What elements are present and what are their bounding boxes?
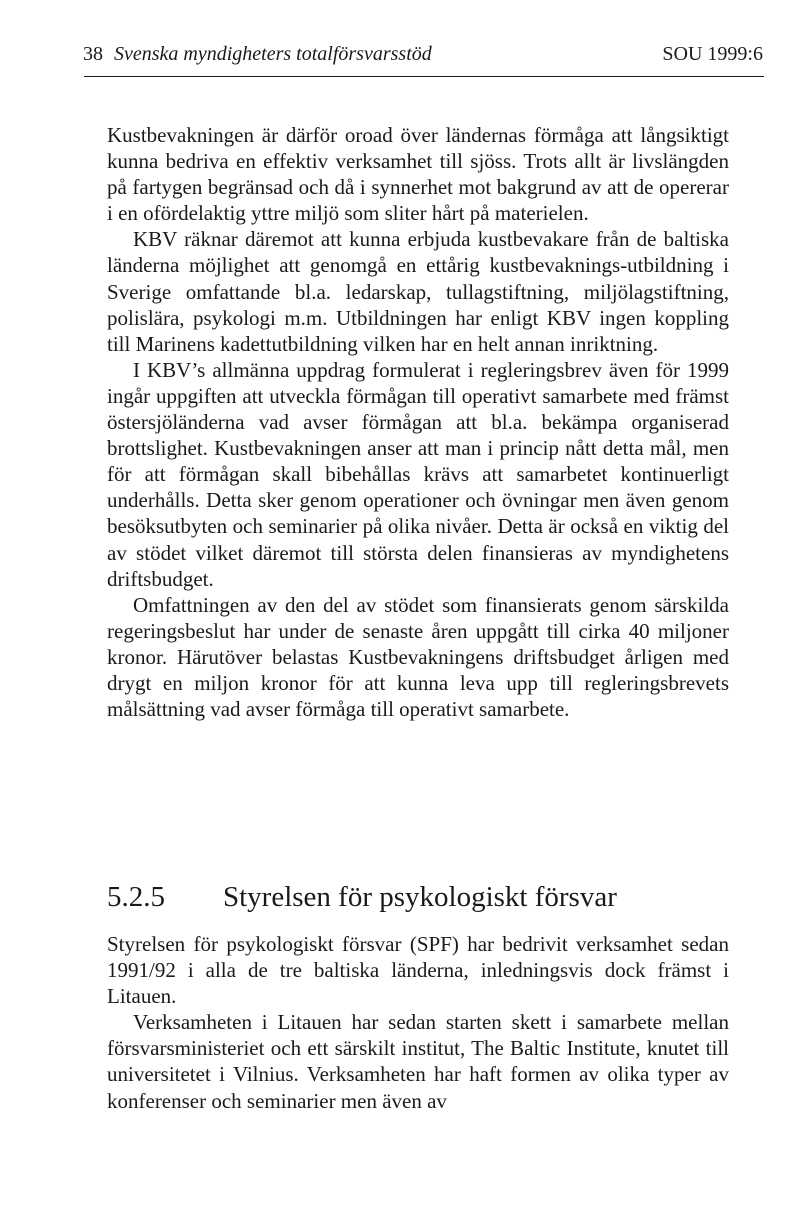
running-title: Svenska myndigheters totalförsvarsstöd bbox=[114, 43, 432, 65]
paragraph: I KBV’s allmänna uppdrag formulerat i regleringsbrev även för 1999 ingår uppgiften att utveckla förmågan till operativt samarbete med främst östersjöländerna vad avser förmågan att bl.a. bekämpa organiserad brottslighet. Kustbevakningen anser att man i princip nått detta mål, men för att förmågan skall bibehållas krävs att samarbetet kontinuerligt underhålls. Detta sker genom operationer och övningar men även genom besöksutbyten och seminarier på olika nivåer. Detta är också en viktig del av stödet vilket däremot till största delen finansieras av myndighetens driftsbudget. bbox=[107, 357, 729, 591]
paragraph: Omfattningen av den del av stödet som finansierats genom särskilda regeringsbeslut har under de senaste åren uppgått till cirka 40 miljoner kronor. Härutöver belastas Kustbevakningens driftsbudget årligen med drygt en miljon kronor för att kunna leva upp till regleringsbrevets målsättning vad avser förmåga till operativt samarbete. bbox=[107, 592, 729, 722]
paragraph: KBV räknar däremot att kunna erbjuda kustbevakare från de baltiska länderna möjlighet att genomgå en ettårig kustbevaknings-utbildning i Sverige omfattande bl.a. ledarskap, tullagstiftning, miljölagstiftning, polislära, psykologi m.m. Utbildningen har enligt KBV ingen koppling till Marinens kadettutbildning vilken har en helt annan inriktning. bbox=[107, 227, 729, 356]
section-body bbox=[107, 931, 729, 1114]
section-heading bbox=[107, 880, 729, 914]
section-number: 5.2.5 bbox=[107, 881, 165, 913]
paragraph: Verksamheten i Litauen har sedan starten skett i samarbete mellan försvarsministeriet och ett särskilt institut, The Baltic Institute, knutet till universitetet i Vilnius. Verksamheten har haft formen av olika typer av konferenser och seminarier men även av bbox=[107, 1010, 729, 1113]
body-text bbox=[107, 122, 729, 722]
header-left bbox=[83, 42, 432, 66]
section-title: Styrelsen för psykologiskt försvar bbox=[223, 881, 617, 913]
paragraph: Styrelsen för psykologiskt försvar (SPF) har bedrivit verksamhet sedan 1991/92 i alla de tre baltiska länderna, inledningsvis dock främst i Litauen. bbox=[107, 932, 729, 1009]
document-id: SOU 1999:6 bbox=[662, 43, 763, 65]
header-rule bbox=[84, 76, 764, 77]
paragraph: Kustbevakningen är därför oroad över ländernas förmåga att långsiktigt kunna bedriva en effektiv verksamhet till sjöss. Trots allt är livslängden på fartygen begränsad och då i synnerhet mot bakgrund av att de opererar i en ofördelaktig yttre miljö som sliter hårt på materielen. bbox=[107, 123, 729, 226]
page-number: 38 bbox=[83, 43, 103, 65]
page-header bbox=[83, 42, 763, 72]
